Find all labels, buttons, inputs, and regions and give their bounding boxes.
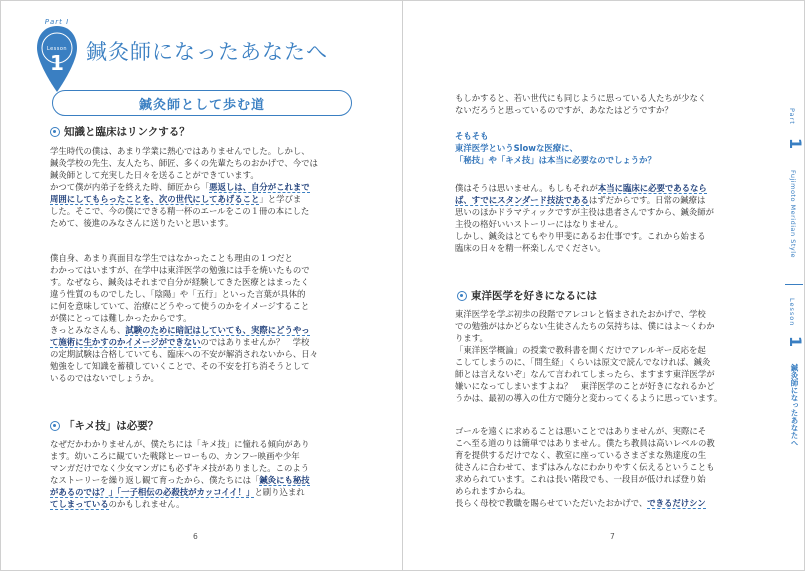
text-span: す。なぜなら、鍼灸はそれまで自分が経験してきた医療とはまったく — [50, 277, 309, 287]
text-span: もしかすると、若い世代にも同じように思っている人たちが少なく — [455, 93, 707, 103]
highlighted-phrase: 悪返しは、自分がこれまで — [209, 182, 310, 192]
heading-knowledge-clinic: 知識と臨床はリンクする？ — [50, 124, 190, 139]
bullet-circle-icon — [50, 127, 60, 137]
text-span: しかし、鍼灸はとてもやり甲斐にあるお仕事です。これから始まる — [455, 231, 706, 241]
badge-part-label: Part I — [44, 18, 70, 26]
bullet-circle-icon — [457, 291, 467, 301]
right-page — [403, 0, 805, 571]
highlighted-phrase: 周囲にしてもらったことを、次の世代にしてあげること — [50, 194, 260, 204]
sidebar-lesson-title: 鍼灸師になったあなたへ — [790, 364, 799, 447]
text-line — [50, 486, 305, 498]
text-line — [50, 276, 309, 288]
highlighted-phrase: てしまっている — [50, 499, 109, 509]
text-span: 鍼灸師として充実した日々を送ることができています。 — [50, 170, 259, 180]
text-span: 勉強をして知識を蓄積していくことで、その不安を打ち消そうとして — [50, 361, 310, 371]
text-span: が僕にとっては難しかったからです。 — [50, 313, 192, 323]
badge-lesson-number: 1 — [50, 51, 64, 75]
heading-love-eastern-medicine: 東洋医学を好きになるには — [457, 288, 597, 303]
highlighted-phrase: できるだけシン — [647, 498, 706, 508]
text-line — [455, 368, 715, 380]
text-span: での勉強がはかどらない生徒さんたちの気持ちは、僕にはよ～くわか — [455, 321, 715, 331]
text-span: なストーリーを繰り返し観て育ったから、僕たちには「 — [50, 475, 260, 485]
text-span: なぜだかわかりませんが、僕たちには「キメ技」に憧れる傾向があり — [50, 439, 310, 449]
text-span: こへ至る道のりは簡単ではありません。僕たち教員は高いレベルの教 — [455, 438, 715, 448]
heading-kime-waza: 「キメ技」は必要？ — [50, 418, 158, 433]
text-span: 」と学びま — [259, 194, 302, 204]
text-span: の定期試験は合格していても、臨床への不安が解消されないから、日々 — [50, 349, 318, 359]
text-span: した。そこで、今の僕にできる精一杯のエールをこの１冊の本にした — [50, 206, 310, 216]
text-line — [50, 288, 305, 300]
text-span: ためて、後進のみなさんに送りたいと思います。 — [50, 218, 234, 228]
text-span: 嫌いになってしまいますよね？ 東洋医学のことが好きになれるかど — [455, 381, 715, 391]
text-span: 鍼灸学校の先生、友人たち、師匠、多くの先輩たちのおかげで、今では — [50, 158, 318, 168]
sidebar-part-number: 1 — [786, 138, 805, 150]
text-line — [455, 242, 606, 254]
text-span: わかってはいますが、在学中は東洋医学の勉強には手を焼いたもので — [50, 265, 310, 275]
text-span: 違う性質のものでしたし、「陰陽」や「五行」といった言葉が具体的 — [50, 289, 306, 299]
text-span: ります。 — [455, 333, 488, 343]
text-line — [455, 449, 706, 461]
text-line — [455, 473, 706, 485]
text-span: いるのではないでしょうか。 — [50, 373, 159, 383]
highlighted-phrase: ば、すでにスタンダード技法である — [455, 195, 589, 205]
highlighted-phrase: 試験のために暗記はしていても、実際にどうやっ — [125, 325, 310, 335]
text-line — [50, 157, 318, 169]
sidebar-divider — [785, 284, 803, 285]
badge-lesson-label: Lesson — [46, 46, 68, 52]
bullet-circle-icon — [50, 421, 60, 431]
text-line — [50, 193, 301, 205]
sidebar-part-label: Part — [788, 108, 796, 125]
chapter-title: 鍼灸師になったあなたへ — [86, 40, 328, 64]
text-span: 師とは言えないぞ」なんて言われてしまったら、ますます東洋医学が — [455, 369, 715, 379]
text-line — [50, 360, 309, 372]
text-line — [50, 474, 310, 486]
text-span: のかもしれません。 — [108, 499, 185, 509]
text-line — [455, 392, 722, 404]
callout-line-3: 「秘技」や「キメ技」は本当に必要なのでしょうか？ — [455, 155, 656, 165]
text-span: 育を提供するだけでなく、教室に座っているさまざまな熟達度の生 — [455, 450, 707, 460]
callout-line-1: そもそも — [455, 131, 489, 141]
text-line — [455, 485, 530, 497]
highlighted-phrase: があるのでは？」「一子相伝の必殺技がカッコイイ！」 — [50, 487, 255, 497]
text-line — [455, 320, 715, 332]
sidebar-lesson-label: Lesson — [788, 298, 796, 327]
text-span: と刷り込まれ — [254, 487, 305, 497]
text-span: 臨床の日々を精一杯楽しんでください。 — [455, 243, 606, 253]
highlighted-phrase: て施術に生かすのかイメージができない — [50, 337, 201, 347]
text-span: こしてしまうのに、「問生経」くらいは原文で読んでなければ、鍼灸 — [455, 357, 711, 367]
text-span: ます。幼いころに観ていた戦隊ヒーローもの、カンフー映画や少年 — [50, 451, 300, 461]
text-line — [455, 182, 707, 194]
text-line — [50, 336, 309, 348]
text-line — [455, 218, 623, 230]
text-line — [455, 461, 714, 473]
text-span: ゴールを遠くに求めることは悪いことではありませんが、実際にそ — [455, 426, 707, 436]
text-span: に何を意味していて、治療にどうやって使うのかをイメージすること — [50, 301, 310, 311]
text-span: 僕自身、あまり真面目な学生ではなかったことも理由の１つだと — [50, 253, 293, 263]
text-span: うかは、最初の導入の仕方で随分と変わってくるように思っています。 — [455, 393, 723, 403]
text-span: きっとみなさんも、 — [50, 325, 126, 335]
text-span: はずだからです。日常の鍼療は — [588, 195, 706, 205]
text-line — [50, 438, 309, 450]
text-line — [455, 344, 706, 356]
text-line — [455, 206, 714, 218]
lesson-pin-badge — [34, 18, 80, 94]
text-line — [455, 230, 706, 242]
callout-line-2: 東洋医学というSlowな医療に、 — [455, 143, 578, 153]
section-title: 鍼灸師として歩む道 — [138, 98, 265, 113]
text-span: 求められています。これは長い階段でも、一段目が低ければ登り始 — [455, 474, 706, 484]
section-header-box — [52, 90, 352, 116]
text-span: 長らく母校で教職を賜らせていただいたおかげで、 — [455, 498, 648, 508]
text-span: マンガだけでなく少女マンガにも必ずキメ技がありました。このよう — [50, 463, 310, 473]
text-span: 思いのほかドラマティックですが主役は患者さんですから、鍼灸師が — [455, 207, 714, 217]
text-span: 東洋医学を学ぶ初歩の段階でアレコレと悩まされたおかげで、学校 — [455, 309, 706, 319]
text-line — [50, 462, 309, 474]
text-line — [455, 92, 706, 104]
left-page — [0, 0, 402, 571]
text-line — [50, 205, 309, 217]
text-line — [455, 332, 488, 344]
text-span: かつて僕が内弟子を終えた時、師匠から「 — [50, 182, 210, 192]
text-line — [50, 324, 310, 336]
page-number-left: 6 — [193, 532, 198, 541]
text-line — [455, 356, 710, 368]
text-span: 徒さんに合わせて、まずはみんなにわかりやすく伝えるということも — [455, 462, 715, 472]
text-span: 僕はそうは思いません。もしもそれが — [455, 183, 598, 193]
text-span: のではありませんか？ 学校 — [200, 337, 310, 347]
text-span: ないだろうと思っているのですが、あなたはどうですか？ — [455, 105, 673, 115]
text-line — [455, 308, 706, 320]
text-span: 「東洋医学概論」の授業で教科書を開くだけでアレルギー反応を起 — [455, 345, 706, 355]
page-number-right: 7 — [610, 532, 615, 541]
text-span: 学生時代の僕は、あまり学業に熱心ではありませんでした。しかし、 — [50, 146, 310, 156]
text-line — [455, 104, 673, 116]
text-line — [455, 497, 706, 509]
highlighted-phrase: 鍼灸にも秘技 — [259, 475, 310, 485]
text-line — [50, 217, 233, 229]
highlighted-phrase: 本当に臨床に必要であるなら — [597, 183, 707, 193]
text-span: 主役の格好いいストーリーにはなりません。 — [455, 219, 624, 229]
text-line — [50, 169, 259, 181]
text-line — [50, 498, 185, 510]
sidebar-part-title: Fujimoto Meridian Style — [789, 170, 797, 259]
text-line — [50, 372, 159, 384]
text-span: められますからね。 — [455, 486, 531, 496]
text-line — [50, 348, 318, 360]
text-line — [50, 145, 310, 157]
text-line — [455, 194, 705, 206]
text-line — [50, 300, 309, 312]
text-line — [50, 252, 293, 264]
text-line — [455, 437, 715, 449]
sidebar-lesson-number: 1 — [786, 336, 805, 348]
text-line — [455, 425, 706, 437]
text-line — [50, 312, 191, 324]
text-line — [50, 181, 310, 193]
text-line — [455, 380, 715, 392]
text-line — [50, 264, 310, 276]
text-line — [50, 450, 300, 462]
